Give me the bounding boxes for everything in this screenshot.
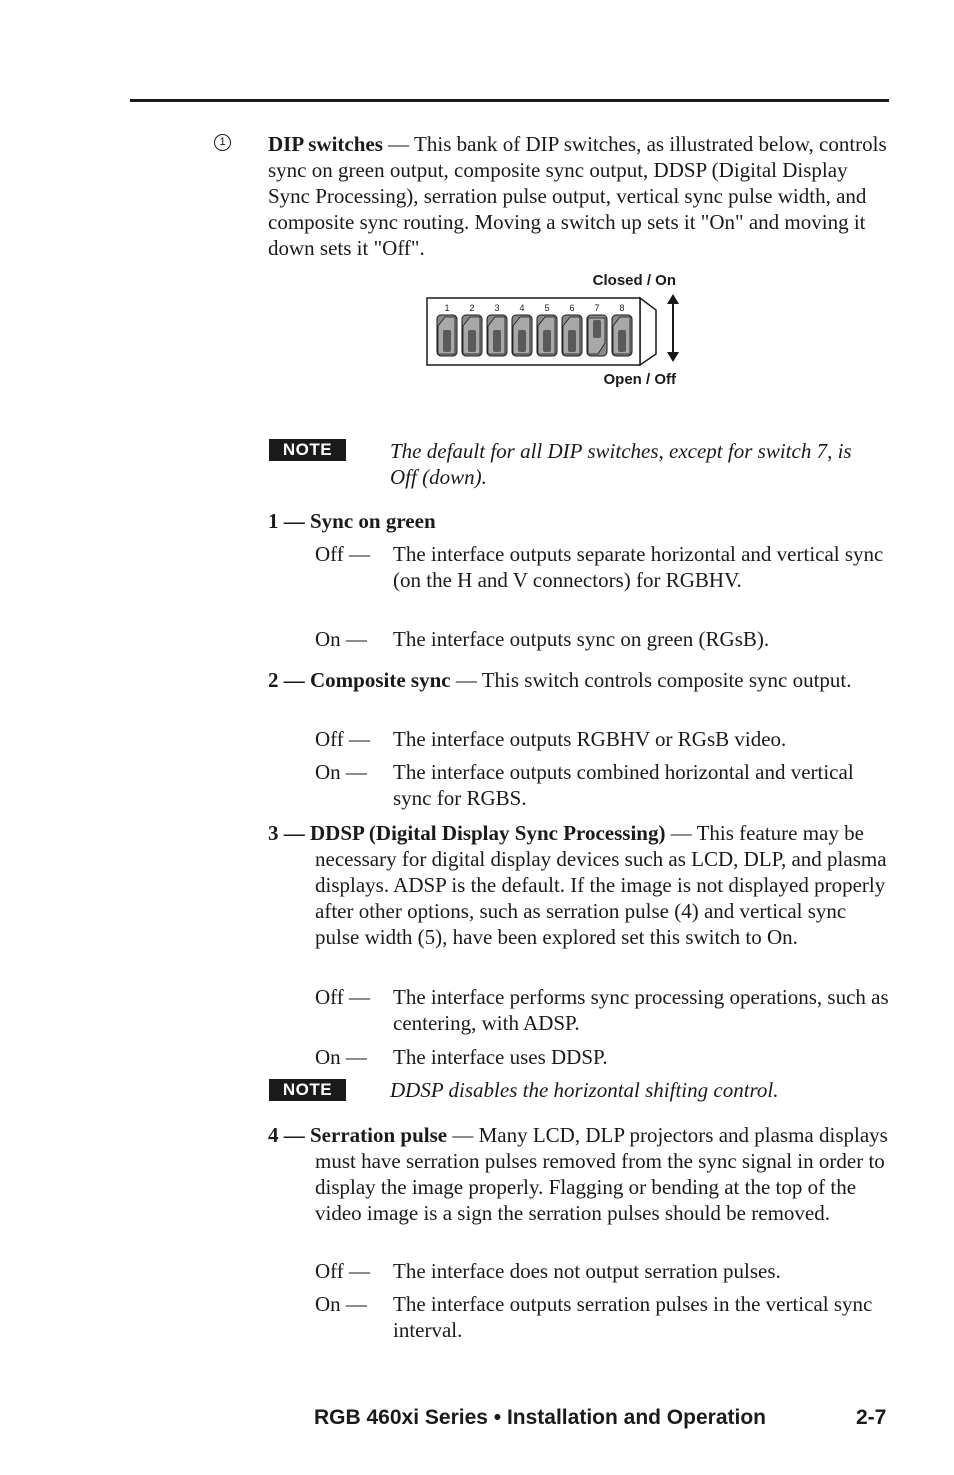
switch-number-label: 4 [519, 303, 525, 313]
switch-number-label: 1 [444, 303, 450, 313]
dip-switches-intro [268, 131, 893, 261]
on-desc: The interface outputs combined horizontal and vertical sync for RGBS. [393, 760, 854, 810]
on-desc: The interface outputs sync on green (RGsB). [393, 627, 770, 651]
switch-2-heading [268, 667, 890, 693]
dip-switch-2 [462, 315, 482, 356]
switch-1-on [315, 626, 895, 652]
switch-3-text: — This feature may be necessary for digital display devices such as LCD, DLP, and plasma displays. ADSP is the default. If the image is not displayed properly after other options, such as serration pulse (4) and vertical sync pulse width (5), have been explored set this switch to On. [315, 821, 887, 949]
switch-number-label: 7 [594, 303, 600, 313]
note-badge: NOTE [269, 439, 346, 461]
switch-3-title: DDSP (Digital Display Sync Processing) [310, 821, 666, 845]
off-desc: The interface outputs separate horizontal and vertical sync (on the H and V connectors) for RGBHV. [393, 542, 884, 592]
switch-number-label: 3 [494, 303, 500, 313]
switch-1-title: 1 — Sync on green [268, 509, 436, 533]
intro-title: DIP switches [268, 132, 383, 156]
dip-switch-figure [420, 268, 690, 390]
page-number: 2-7 [856, 1406, 887, 1429]
off-desc: The interface outputs RGBHV or RGsB video. [393, 727, 787, 751]
note-default-switches: The default for all DIP switches, except for switch 7, is Off (down). [390, 439, 852, 489]
intro-text: — This bank of DIP switches, as illustrated below, controls sync on green output, composite sync output, DDSP (Digital Display Sync Processing), serration pulse output, vertical sync pulse width, and composite sync routing. Moving a switch up sets it "On" and moving it down sets it "Off". [268, 132, 887, 260]
footer-title: RGB 460xi Series • Installation and Operation [314, 1406, 766, 1429]
switch-number-label: 8 [619, 303, 625, 313]
switch-4-text: — Many LCD, DLP projectors and plasma displays must have serration pulses removed from the sync signal in order to display the image properly. Flagging or bending at the top of the video image is a sign the serration pulses should be removed. [315, 1123, 888, 1225]
dip-switch-3 [487, 315, 507, 356]
on-key: On — [315, 1292, 367, 1316]
switch-3-off [315, 984, 895, 1036]
off-key: Off — [315, 985, 371, 1009]
note-badge: NOTE [269, 1079, 346, 1101]
switch-box-front [427, 298, 640, 365]
dip-switch-5 [537, 315, 557, 356]
note-ddsp: DDSP disables the horizontal shifting control. [390, 1078, 779, 1102]
on-key: On — [315, 1045, 367, 1069]
switch-4-off [315, 1258, 895, 1284]
switch-4-on [315, 1291, 895, 1343]
switch-4-num: 4 — [268, 1123, 310, 1147]
switch-3-num: 3 — [268, 821, 310, 845]
dip-switch-1 [437, 315, 457, 356]
switch-number-label: 5 [544, 303, 550, 313]
switch-2-on [315, 759, 895, 811]
closed-on-label: Closed / On [592, 272, 676, 289]
off-key: Off — [315, 727, 371, 751]
switch-3-on [315, 1044, 895, 1070]
open-off-label: Open / Off [603, 371, 676, 388]
switch-2-title: Composite sync [310, 668, 451, 692]
on-off-arrow [667, 294, 679, 362]
dip-switch-8 [612, 315, 632, 356]
switch-1-heading [268, 508, 436, 534]
switch-4-title: Serration pulse [310, 1123, 448, 1147]
off-key: Off — [315, 1259, 371, 1283]
on-key: On — [315, 627, 367, 651]
switch-1-off [315, 541, 895, 593]
dip-switch-7 [587, 315, 607, 356]
item-number-badge: 1 [214, 134, 231, 151]
switch-2-off [315, 726, 895, 752]
switch-number-label: 6 [569, 303, 575, 313]
dip-switch-6 [562, 315, 582, 356]
off-desc: The interface performs sync processing operations, such as centering, with ADSP. [393, 985, 889, 1035]
switch-3-heading [268, 820, 890, 950]
switch-4-heading [268, 1122, 890, 1226]
switch-2-num: 2 — [268, 668, 310, 692]
switch-number-label: 2 [469, 303, 475, 313]
off-desc: The interface does not output serration pulses. [393, 1259, 781, 1283]
on-key: On — [315, 760, 367, 784]
switch-box-side [640, 298, 656, 365]
dip-switch-4 [512, 315, 532, 356]
on-desc: The interface uses DDSP. [393, 1045, 608, 1069]
switch-2-text: — This switch controls composite sync output. [450, 668, 852, 692]
off-key: Off — [315, 542, 371, 566]
on-desc: The interface outputs serration pulses in the vertical sync interval. [393, 1292, 873, 1342]
header-rule [130, 99, 889, 102]
